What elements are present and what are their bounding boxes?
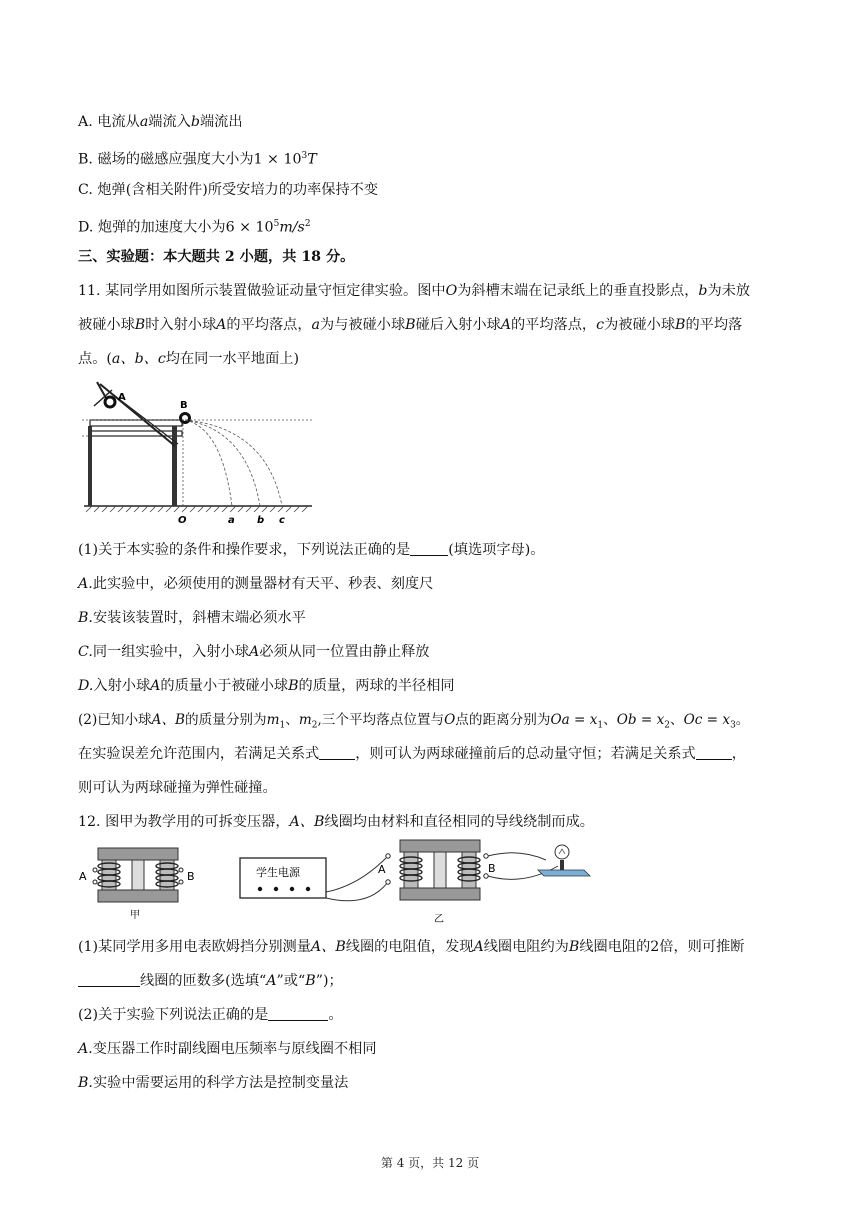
section-heading: 三、实验题：本大题共 2 小题，共 18 分。 [78, 249, 355, 265]
label-A-right: A [378, 863, 386, 876]
label-O: O [178, 515, 187, 526]
q12-sub1-line1: (1)某同学用多用电表欧姆挡分别测量A、B线圈的电阻值，发现A线圈电阻约为B线圈电阻的2倍，则可推断 [78, 939, 745, 955]
transformer-figure-jia [76, 842, 200, 922]
label-b: b [257, 515, 265, 526]
label-yi: 乙 [434, 914, 444, 925]
q11-option-a: A.此实验中，必须使用的测量器材有天平、秒表、刻度尺 [78, 576, 434, 592]
q11-option-c: C.同一组实验中，入射小球A必须从同一位置由静止释放 [78, 644, 430, 660]
label-B-left: B [187, 870, 195, 883]
collision-apparatus-figure [82, 380, 314, 528]
q10-option-a: A. 电流从a端流入b端流出 [78, 114, 243, 130]
answer-blank[interactable] [696, 745, 732, 760]
label-B-right: B [488, 862, 496, 875]
transformer-figure-yi [238, 836, 608, 926]
label-A: A [118, 392, 126, 403]
q12-option-b: B.实验中需要运用的科学方法是控制变量法 [78, 1075, 349, 1091]
q11-sub2-line1: (2)已知小球A、B的质量分别为$m_1$、$m_2$,三个平均落点位置与O点的距离分别为$Oa = x_1$、$Ob = x_2$、$Oc = x_3$。 [78, 712, 750, 731]
q11-stem-line2: 被碰小球B时入射小球A的平均落点，a为与被碰小球B碰后入射小球A的平均落点，c为被碰小球B的平均落 [78, 317, 743, 333]
q10-option-c: C. 炮弹(含相关附件)所受安培力的功率保持不变 [78, 182, 379, 198]
q11-sub2-line3: 则可认为两球碰撞为弹性碰撞。 [78, 780, 277, 796]
answer-blank[interactable] [319, 745, 355, 760]
q11-stem-line1: 11. 某同学用如图所示装置做验证动量守恒定律实验。图中O为斜槽末端在记录纸上的垂直投影点，b为未放 [78, 283, 751, 299]
answer-blank[interactable] [268, 1006, 328, 1021]
q10-option-b: B. 磁场的磁感应强度大小为$1 \times 10^3T$ [78, 151, 317, 168]
q11-option-d: D.入射小球A的质量小于被碰小球B的质量，两球的半径相同 [78, 678, 455, 694]
q12-sub2: (2)关于实验下列说法正确的是 。 [78, 1007, 343, 1023]
q11-stem-line3: 点。(a、b、c均在同一水平地面上) [78, 351, 300, 367]
page-footer: 第 4 页，共 12 页 [380, 1156, 480, 1170]
label-jia: 甲 [130, 910, 140, 921]
q11-option-b: B.安装该装置时，斜槽末端必须水平 [78, 610, 306, 626]
answer-blank[interactable] [78, 972, 140, 987]
power-supply-label: 学生电源 [256, 866, 300, 879]
label-A-left: A [79, 870, 87, 883]
q12-stem: 12. 图甲为教学用的可拆变压器，A、B线圈均由材料和直径相同的导线绕制而成。 [78, 814, 594, 830]
q11-sub2-line2: 在实验误差允许范围内，若满足关系式 ，则可认为两球碰撞前后的总动量守恒；若满足关系式 ， [78, 746, 746, 762]
q11-sub1: (1)关于本实验的条件和操作要求，下列说法正确的是 (填选项字母)。 [78, 542, 545, 558]
answer-blank[interactable] [410, 541, 448, 556]
label-c: c [279, 515, 285, 526]
label-a: a [228, 515, 235, 526]
q10-option-d: D. 炮弹的加速度大小为$6 \times 10^5m/s^2$ [78, 219, 311, 236]
q12-option-a: A.变压器工作时副线圈电压频率与原线圈不相同 [78, 1041, 377, 1057]
label-B: B [180, 400, 188, 411]
q12-sub1-line2: 线圈的匝数多(选填“A”或“B”)； [78, 971, 343, 991]
